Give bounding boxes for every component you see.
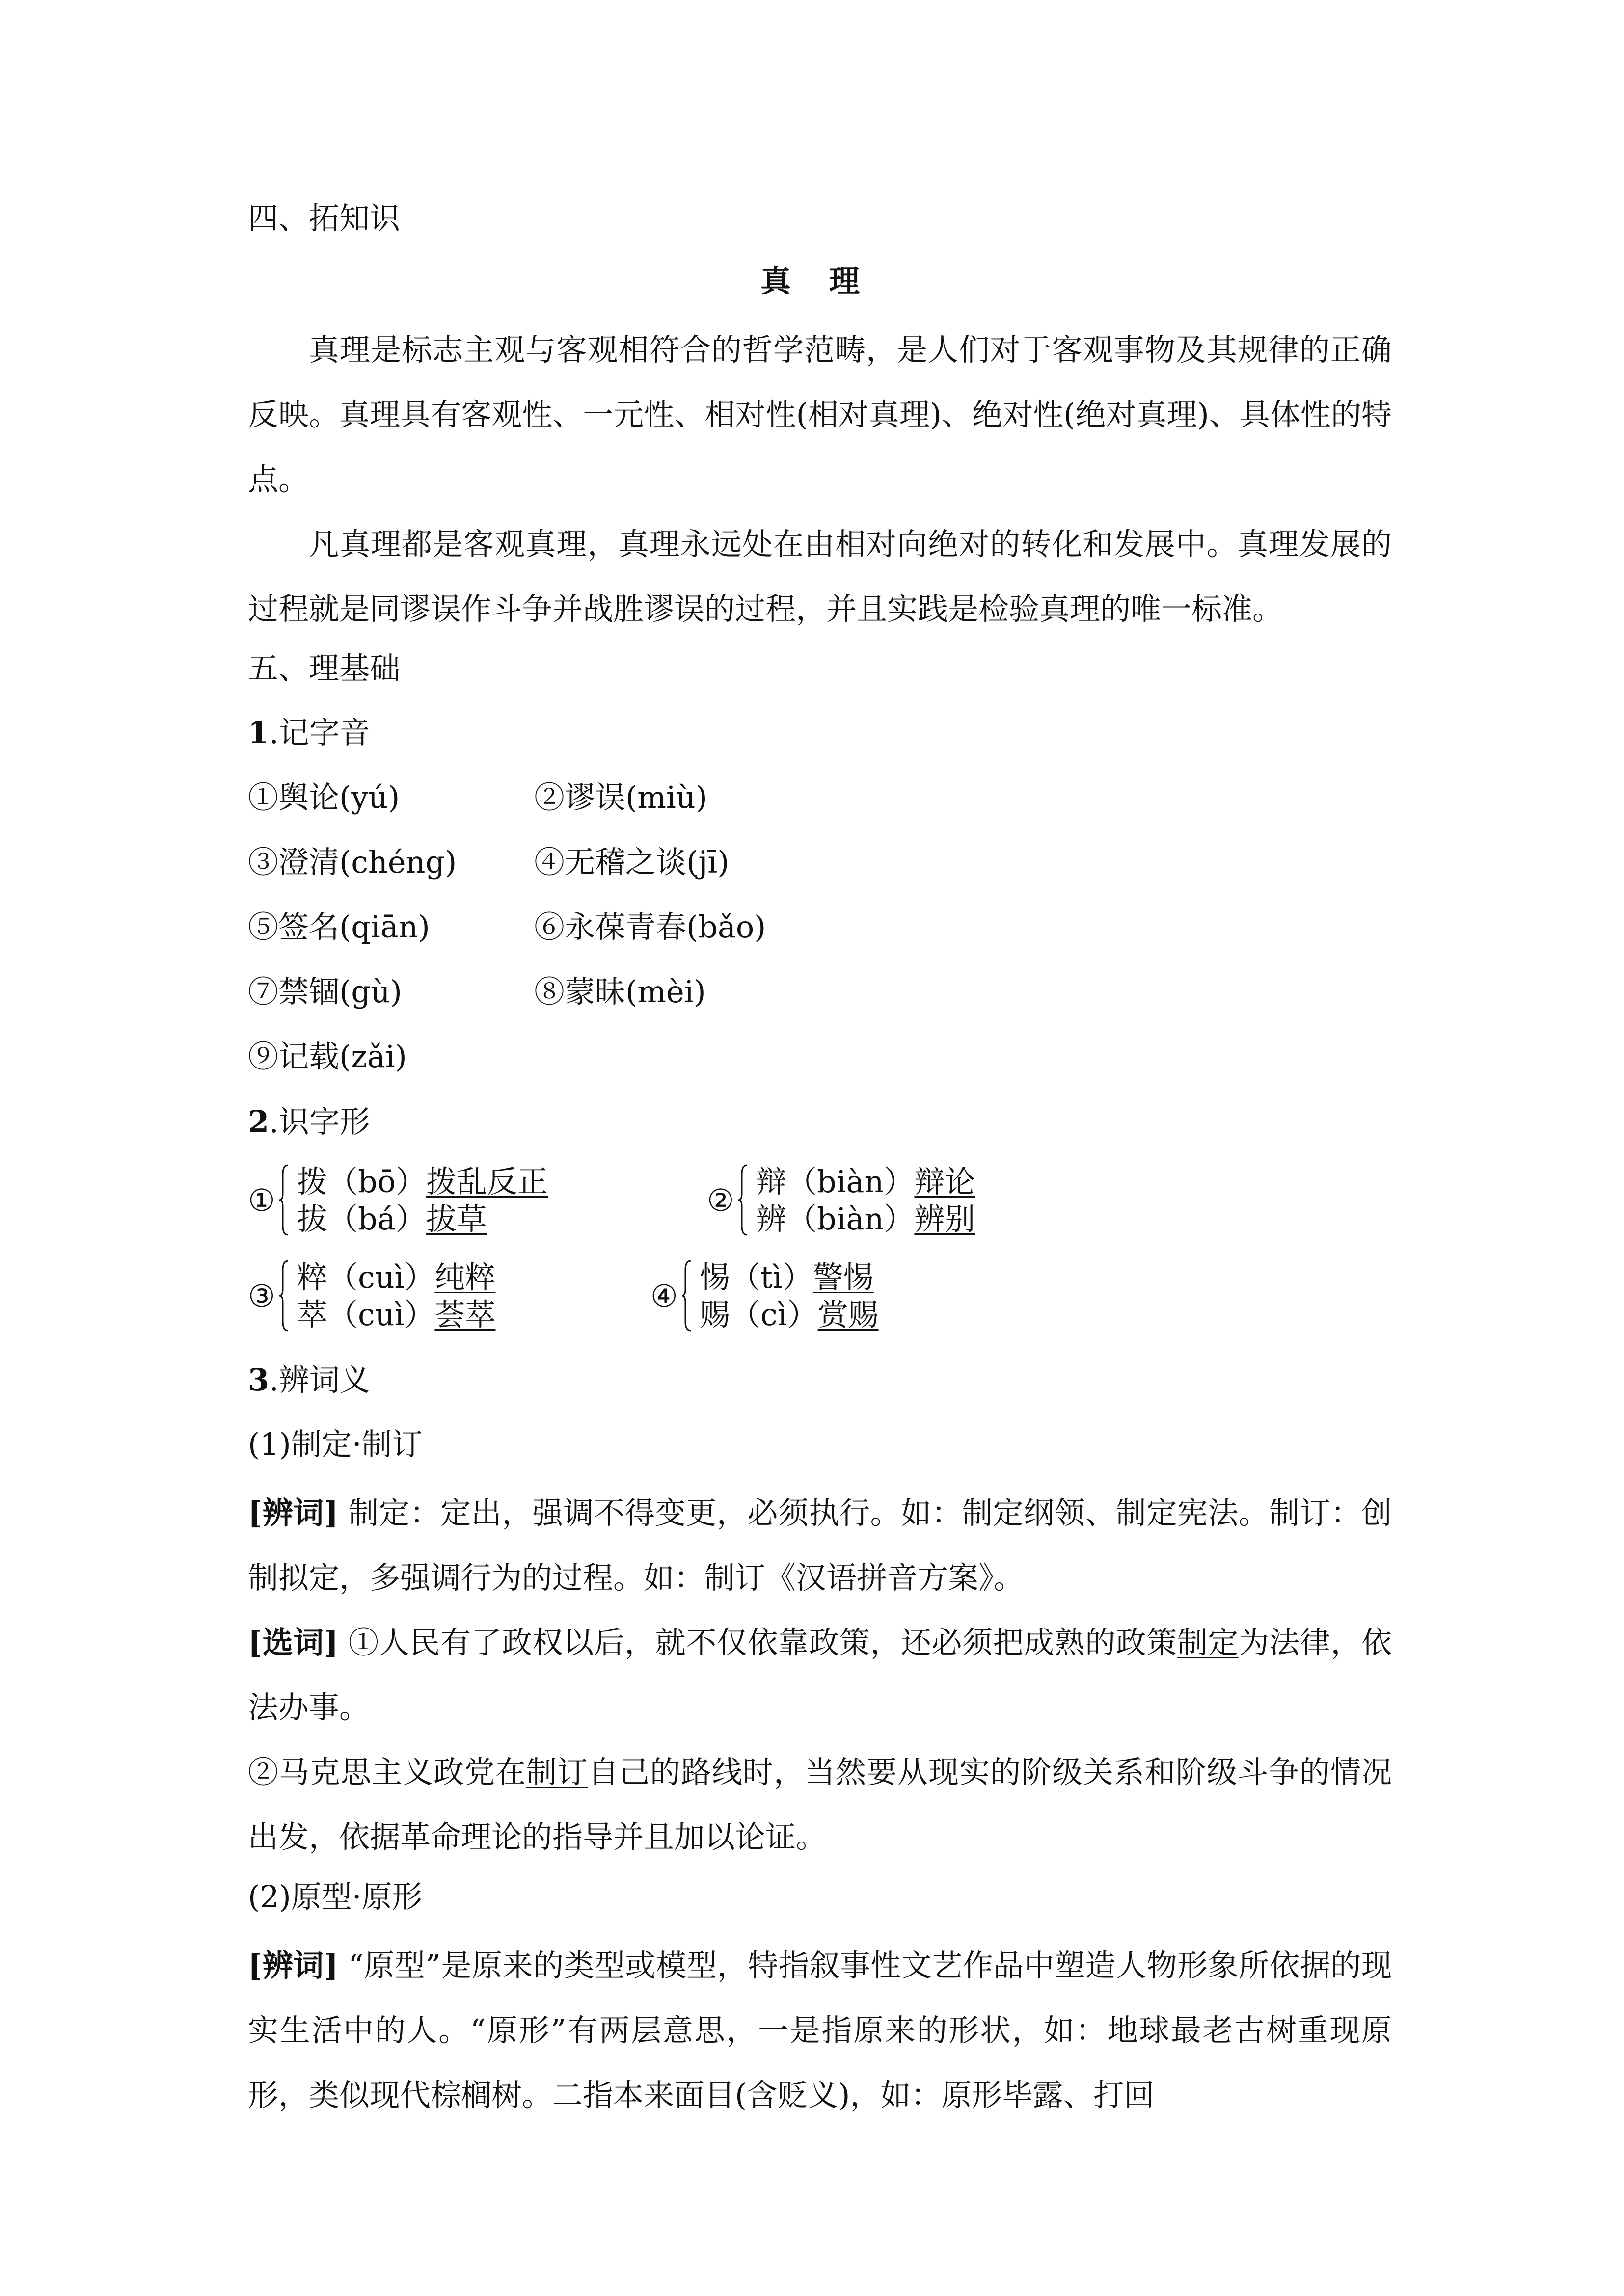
exercise-text: ②马克思主义政党在 [248,1754,526,1790]
group-number: ① [248,1182,275,1218]
char-pinyin: 拔（bá） [297,1201,426,1237]
char-row [297,1259,496,1296]
section-five-heading: 五、理基础 [248,650,401,686]
meaning-heading [248,1361,370,1400]
pronunciation-number: 1 [248,715,270,750]
truth-paragraph-1: 真理是标志主观与客观相符合的哲学范畴，是人们对于客观事物及其规律的正确反映。真理具有客观性、一元性、相对性(相对真理)、绝对性(绝对真理)、具体性的特点。 [248,332,1392,497]
word-pair-1-explanation [248,1481,1392,1610]
char-pinyin: 粹（cuì） [297,1259,435,1295]
char-word: 纯粹 [434,1259,496,1295]
pron-item: ①舆论(yú) [248,779,400,815]
truth-title: 真 理 [760,263,864,299]
forms-title: .识字形 [269,1104,370,1140]
char-word: 荟萃 [434,1297,496,1333]
bianci-tag: [辨词] [248,1948,339,1983]
char-word: 辩论 [914,1164,975,1200]
xuanci-tag: [选词] [248,1625,339,1660]
word-pair-1-title: (1)制定·制订 [248,1426,423,1462]
word-pair-1-exercise-1 [248,1610,1392,1740]
pron-item: ⑦禁锢(gù) [248,974,402,1010]
pron-item: ⑥永葆青春(bǎo) [534,909,766,945]
group-number: ③ [248,1278,275,1314]
explanation-text: 制定：定出，强调不得变更，必须执行。如：制定纲领、制定宪法。制订：创制拟定，多强调行为的过程。如：制订《汉语拼音方案》。 [248,1495,1392,1596]
char-row [297,1296,496,1334]
brace-icon [681,1259,692,1333]
char-pinyin: 惕（tì） [700,1259,813,1295]
pron-item: ⑧蒙昧(mèi) [534,974,706,1010]
word-pair-2-title: (2)原型·原形 [248,1879,423,1915]
char-word: 拔草 [426,1201,487,1237]
char-row [700,1296,879,1334]
section-four-heading: 四、拓知识 [248,200,401,236]
forms-number: 2 [248,1104,270,1140]
char-word: 拨乱反正 [426,1164,548,1200]
answer-word: 制订 [526,1754,588,1790]
exercise-text: ①人民有了政权以后，就不仅依靠政策，还必须把成熟的政策 [338,1625,1177,1660]
meaning-title: .辨词义 [269,1362,370,1398]
word-pair-1-exercise-2 [248,1740,1392,1869]
brace-icon [737,1163,748,1237]
char-row [756,1201,975,1238]
char-word: 赏赐 [817,1297,879,1333]
explanation-text: “原型”是原来的类型或模型，特指叙事性文艺作品中塑造人物形象所依据的现实生活中的人。“原形”有两层意思，一是指原来的形状，如：地球最老古树重现原形，类似现代棕榈树。二指本来面目(含贬义)，如：原形毕露、打回 [248,1948,1392,2113]
group-number: ② [707,1182,734,1218]
forms-heading [248,1102,370,1142]
char-word: 辨别 [914,1201,975,1237]
pronunciation-title: .记字音 [269,715,370,750]
char-pinyin: 萃（cuì） [297,1297,435,1333]
pronunciation-heading [248,713,370,752]
pron-item: ⑤签名(qiān) [248,909,430,945]
brace-icon [278,1163,289,1237]
truth-paragraph-2: 凡真理都是客观真理，真理永远处在由相对向绝对的转化和发展中。真理发展的过程就是同谬误作斗争并战胜谬误的过程，并且实践是检验真理的唯一标准。 [248,526,1392,627]
char-word: 警惕 [812,1259,874,1295]
char-pinyin: 拨（bō） [297,1164,427,1200]
char-pinyin: 赐（cì） [700,1297,818,1333]
char-pinyin: 辩（biàn） [756,1164,915,1200]
char-row [297,1201,487,1238]
char-pinyin: 辨（biàn） [756,1201,915,1237]
char-row [700,1259,874,1296]
meaning-number: 3 [248,1362,270,1398]
brace-icon [278,1259,289,1333]
pron-item: ②谬误(miù) [534,779,707,815]
pron-item: ④无稽之谈(jī) [534,844,730,880]
word-pair-2-explanation [248,1933,1392,2128]
exercise-text: 自己的路线时，当然要从现实的阶级关系和阶级斗争的情况出发，依据革命理论的指导并且加以论证。 [248,1754,1392,1855]
char-row [756,1163,975,1201]
pron-item: ⑨记载(zǎi) [248,1039,407,1074]
answer-word: 制定 [1177,1625,1239,1660]
char-row [297,1163,548,1201]
exercise-text: 为法律，依法办事。 [248,1625,1392,1725]
group-number: ④ [650,1278,678,1314]
pron-item: ③澄清(chéng) [248,844,457,880]
bianci-tag: [辨词] [248,1495,339,1531]
